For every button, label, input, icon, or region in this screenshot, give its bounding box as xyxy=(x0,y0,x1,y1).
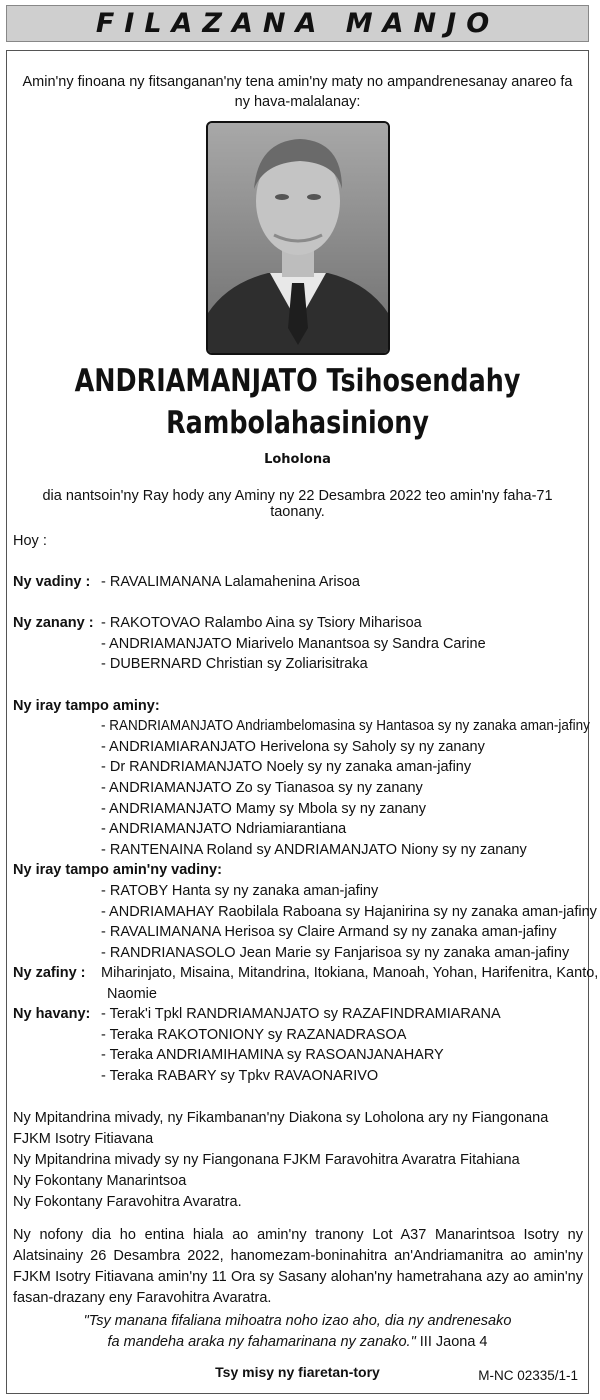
list-item: - RANDRIANASOLO Jean Marie sy Fanjarisoa sy ny zanaka aman-jafiny xyxy=(101,945,570,961)
header-title: FILAZANA MANJO xyxy=(95,8,500,39)
death-notice: dia nantsoin'ny Ray hody any Aminy ny 22 Desambra 2022 teo amin'ny faha-71 taonany. xyxy=(42,488,553,520)
spouse-siblings-label: Ny iray tampo amin'ny vadiny: xyxy=(13,862,222,878)
quote-line1: "Tsy manana fifaliana mihoatra noho izao aho, dia ny andrenesako xyxy=(83,1313,512,1329)
siblings-label: Ny iray tampo aminy: xyxy=(13,698,160,714)
grandchildren-line2: Naomie xyxy=(107,986,157,1002)
organization-line: Ny Mpitandrina mivady sy ny Fiangonana FJKM Faravohitra Avaratra Fitahiana xyxy=(13,1152,520,1168)
list-item: - ANDRIAMANJATO Miarivelo Manantsoa sy Sandra Carine xyxy=(101,636,486,652)
portrait-photo xyxy=(206,121,390,355)
intro-text: Amin'ny finoana ny fitsanganan'ny tena amin'ny maty no ampandrenesanay anareo fa ny hava-malalanay: xyxy=(22,74,573,110)
relatives-label: Ny havany: xyxy=(13,1006,91,1022)
quote-line2: fa mandeha araka ny fahamarinana ny zanako." xyxy=(107,1334,416,1350)
organizations-block xyxy=(13,1108,583,1213)
closing-note: Tsy misy ny fiaretan-tory xyxy=(215,1364,380,1380)
grandchildren-label: Ny zafiny : xyxy=(13,965,86,981)
portrait-icon xyxy=(208,123,388,353)
bible-quote xyxy=(20,1311,575,1353)
list-item: - RAVALIMANANA Lalamahenina Arisoa xyxy=(101,574,360,590)
children-label: Ny zanany : xyxy=(13,615,94,631)
list-item: - RANTENAINA Roland sy ANDRIAMANJATO Niony sy ny zanany xyxy=(101,842,527,858)
list-item: - RAKOTOVAO Ralambo Aina sy Tsiory Miharisoa xyxy=(101,615,422,631)
list-item: - ANDRIAMANJATO Ndriamiarantiana xyxy=(101,821,347,837)
list-item: - Teraka RAKOTONIONY sy RAZANADRASOA xyxy=(101,1027,407,1043)
list-item: - Teraka RABARY sy Tpkv RAVAONARIVO xyxy=(101,1068,379,1084)
hoy-label: Hoy : xyxy=(13,533,47,549)
list-item: - RAVALIMANANA Herisoa sy Claire Armand sy ny zanaka aman-jafiny xyxy=(101,924,557,940)
deceased-name-line1: ANDRIAMANJATO Tsihosendahy xyxy=(74,363,521,399)
organization-line: Ny Fokontany Manarintsoa xyxy=(13,1173,187,1189)
list-item: - Dr RANDRIAMANJATO Noely sy ny zanaka aman-jafiny xyxy=(101,759,472,775)
deceased-title: Loholona xyxy=(264,452,331,467)
reference-code: M-NC 02335/1-1 xyxy=(478,1368,578,1383)
organization-line: Ny Fokontany Faravohitra Avaratra. xyxy=(13,1194,242,1210)
list-item: - Teraka ANDRIAMIHAMINA sy RASOANJANAHARY xyxy=(101,1047,444,1063)
list-item: - ANDRIAMANJATO Zo sy Tianasoa sy ny zanany xyxy=(101,780,423,796)
list-item: - RATOBY Hanta sy ny zanaka aman-jafiny xyxy=(101,883,379,899)
deceased-name xyxy=(70,360,525,444)
list-item: - RANDRIAMANJATO Andriambelomasina sy Hantasoa sy ny zanaka aman-jafiny xyxy=(101,718,590,734)
funeral-info: Ny nofony dia ho entina hiala ao amin'ny tranony Lot A37 Manarintsoa Isotry ny Alatsinainy 26 Desambra 2022, hanomezam-boninahitra an'Andriamanitra ao amin'ny FJKM Isotry Fitiavana amin'ny 11 Ora sy Sasany alohan'ny hametrahana azy ao amin'ny fasan-drazany eny Faravohitra Avaratra. xyxy=(13,1227,583,1306)
organization-line: Ny Mpitandrina mivady, ny Fikambanan'ny Diakona sy Loholona ary ny Fiangonana FJKM Isotry Fitiavana xyxy=(13,1110,549,1147)
list-item: - Terak'i Tpkl RANDRIAMANJATO sy RAZAFINDRAMIARANA xyxy=(101,1006,501,1022)
deceased-name-line2: Rambolahasiniony xyxy=(166,405,429,441)
header-banner xyxy=(6,5,589,42)
list-item: - ANDRIAMIARANJATO Herivelona sy Saholy sy ny zanany xyxy=(101,739,485,755)
list-item: - DUBERNARD Christian sy Zoliarisitraka xyxy=(101,656,368,672)
spouse-label: Ny vadiny : xyxy=(13,574,91,590)
list-item: - ANDRIAMAHAY Raobilala Raboana sy Hajanirina sy ny zanaka aman-jafiny xyxy=(101,904,597,920)
list-item: - ANDRIAMANJATO Mamy sy Mbola sy ny zanany xyxy=(101,801,426,817)
quote-source: III Jaona 4 xyxy=(415,1334,488,1350)
grandchildren-line1: Miharinjato, Misaina, Mitandrina, Itokiana, Manoah, Yohan, Harifenitra, Kanto, xyxy=(101,965,599,981)
